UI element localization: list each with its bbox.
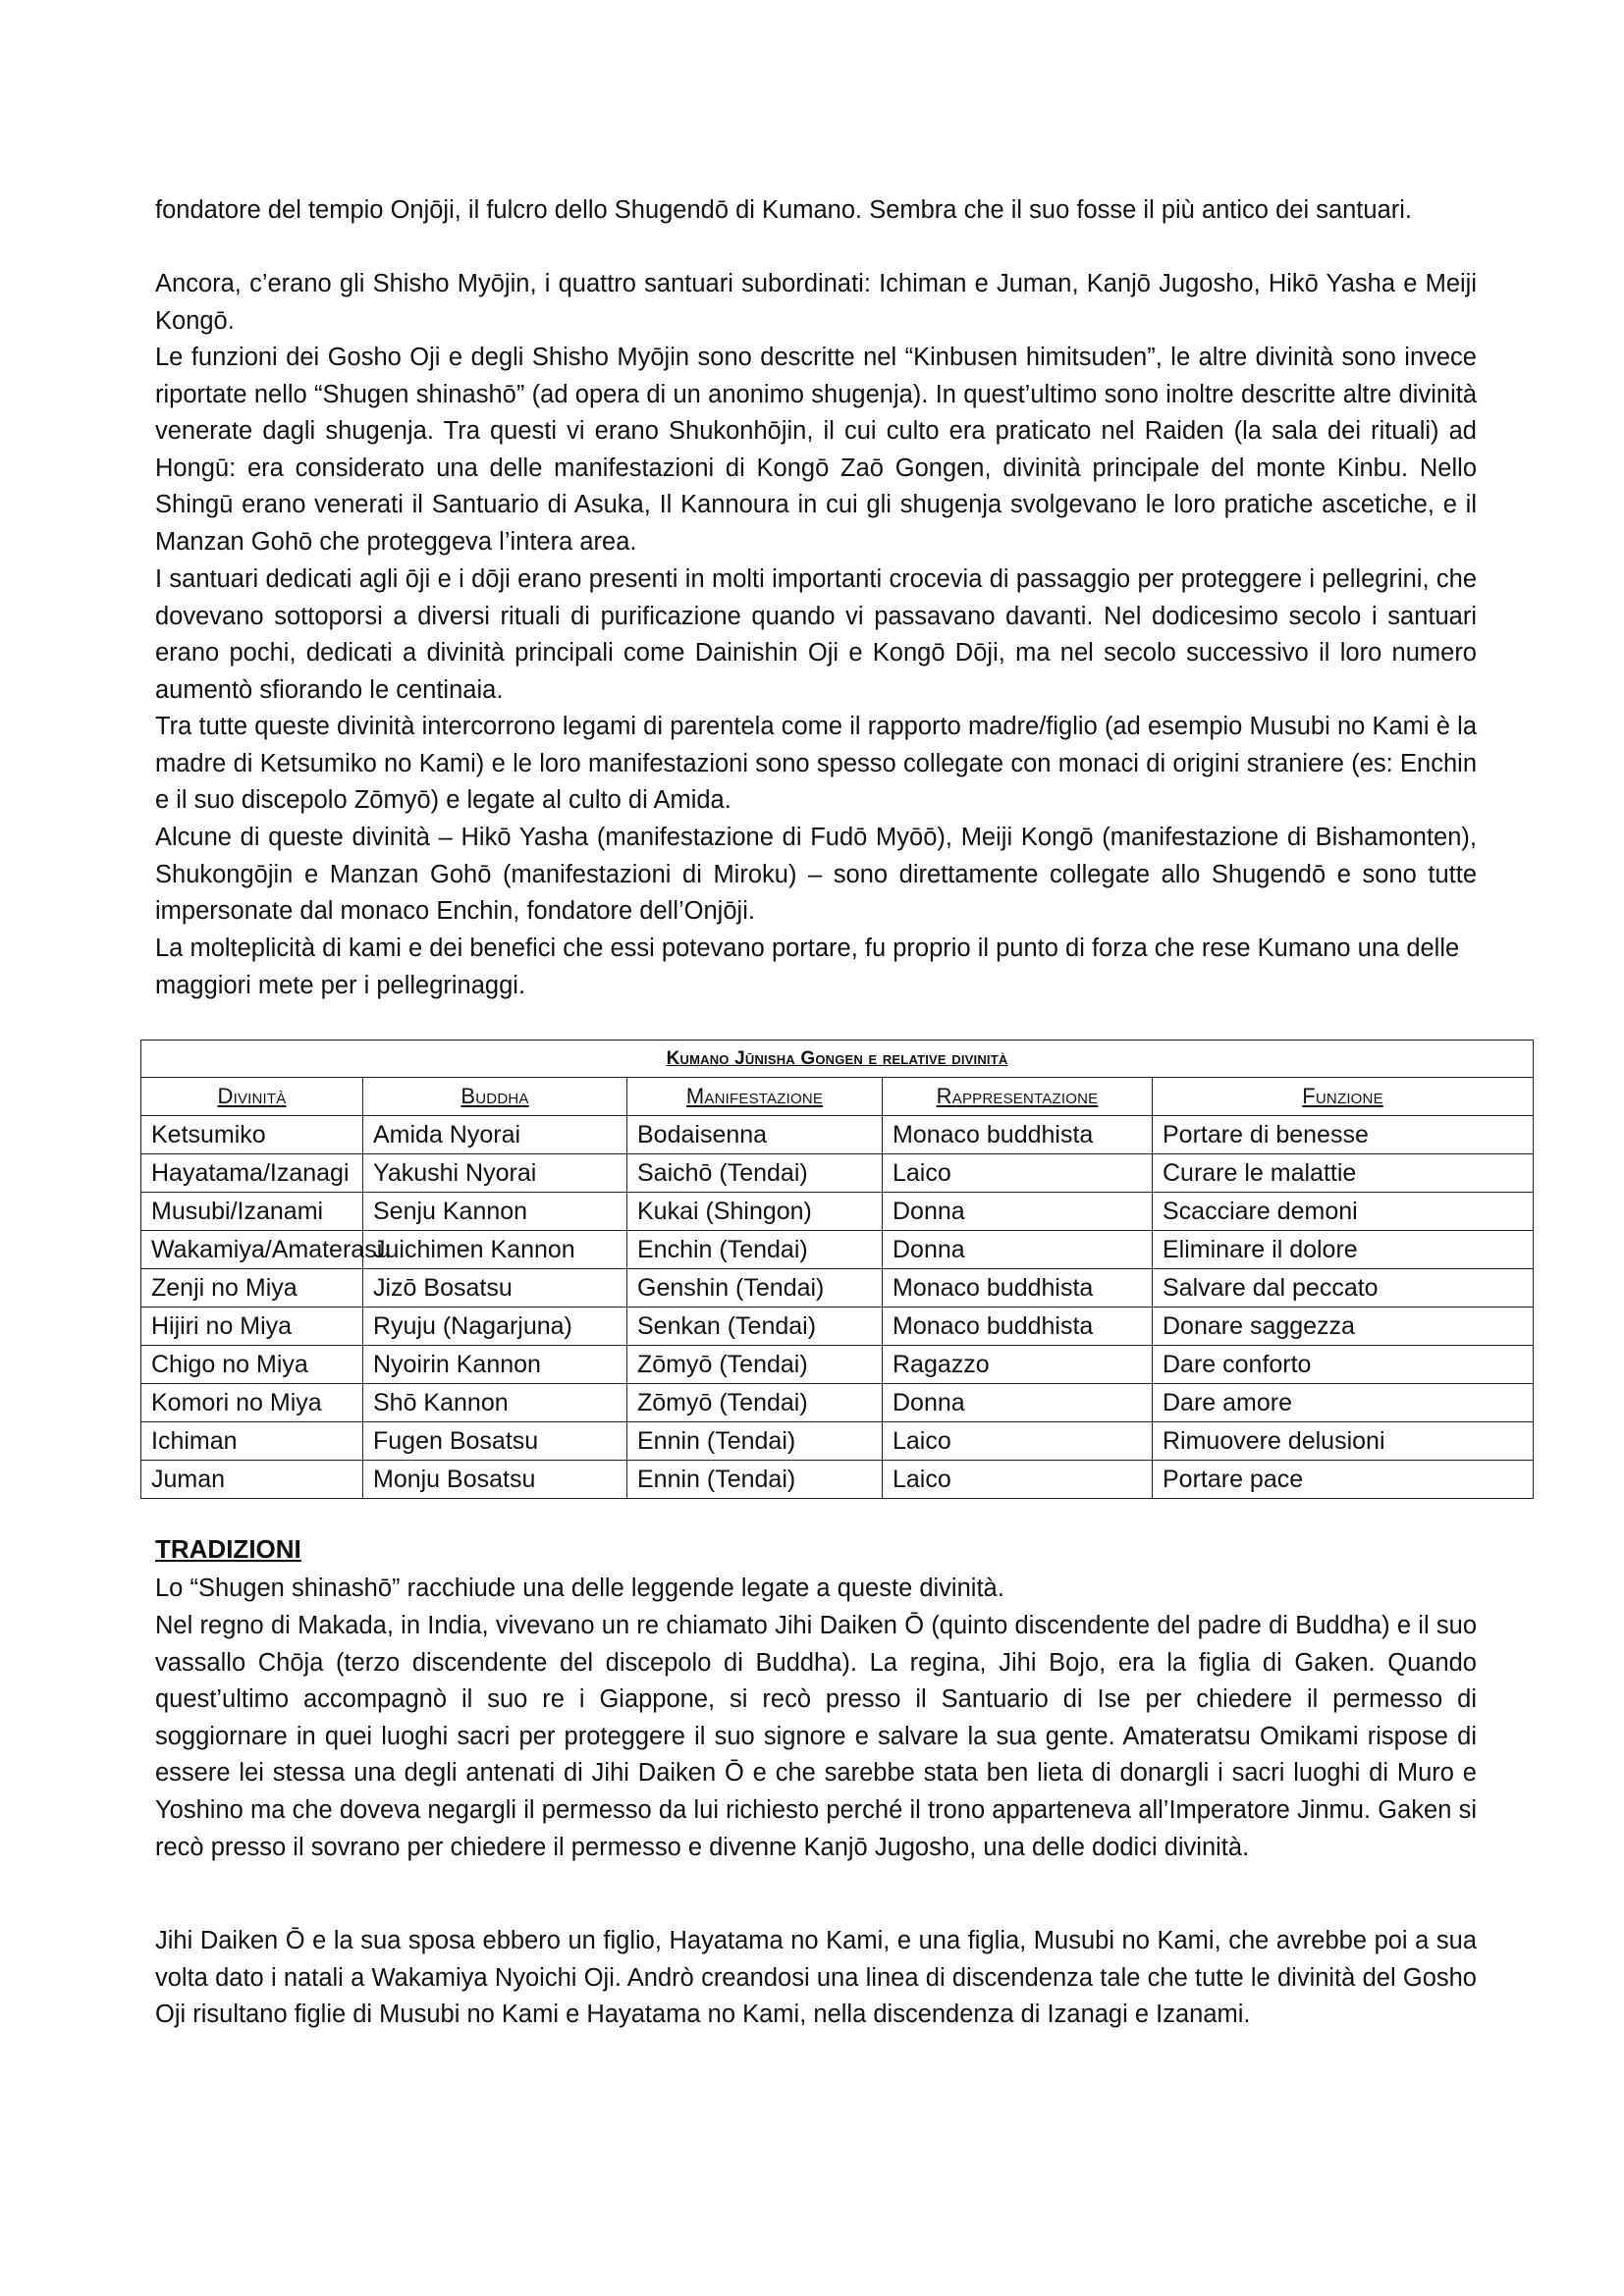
table-caption-row (141, 1041, 1534, 1078)
table-cell: Zenji no Miya (141, 1269, 363, 1308)
table-cell: Laico (883, 1422, 1153, 1461)
section-heading-tradizioni: TRADIZIONI (155, 1534, 301, 1564)
table-cell: Ryuju (Nagarjuna) (363, 1308, 627, 1346)
paragraph-legend-descendants: Jihi Daiken Ō e la sua sposa ebbero un figlio, Hayatama no Kami, e una figlia, Musubi no Kami, che avrebbe poi a sua volta dato i natali a Wakamiya Nyoichi Oji. Andrò creandosi una linea di discendenza tale che tutte le divinità del Gosho Oji risultano figlie di Musubi no Kami e Hayatama no Kami, nella discendenza di Izanagi e Izanami. (155, 1927, 1477, 2029)
table-cell: Yakushi Nyorai (363, 1154, 627, 1193)
table-cell: Hayatama/Izanagi (141, 1154, 363, 1193)
table-cell: Ennin (Tendai) (627, 1422, 883, 1461)
table-cell: Rimuovere delusioni (1153, 1422, 1534, 1461)
table-cell: Salvare dal peccato (1153, 1269, 1534, 1308)
paragraph-sources: Le funzioni dei Gosho Oji e degli Shisho Myōjin sono descritte nel “Kinbusen himitsuden”, le altre divinità sono invece riportate nello “Shugen shinashō” (ad opera di un anonimo shugenja). In quest’ultimo sono inoltre descritte altre divinità venerate dagli shugenja. Tra questi vi erano Shukonhōjin, il cui culto era praticato nel Raiden (la sala dei rituali) ad Hongū: era considerato una delle manifestazioni di Kongō Zaō Gongen, divinità principale del monte Kinbu. Nello Shingū erano venerati il Santuario di Asuka, Il Kannoura in cui gli shugenja svolgevano le loro pratiche ascetiche, e il Manzan Gohō che proteggeva l’intera area. (155, 344, 1477, 556)
table-cell: Wakamiya/Amaterasu (141, 1231, 363, 1269)
table-cell: Hijiri no Miya (141, 1308, 363, 1346)
table-cell: Ragazzo (883, 1346, 1153, 1384)
column-header-funzione: Funzione (1153, 1078, 1534, 1116)
table-cell: Amida Nyorai (363, 1116, 627, 1154)
table-cell: Monju Bosatsu (363, 1461, 627, 1499)
table-cell: Jizō Bosatsu (363, 1269, 627, 1308)
table-header-row (141, 1078, 1534, 1116)
table-cell: Zōmyō (Tendai) (627, 1346, 883, 1384)
column-header-rappresentazione: Rappresentazione (883, 1078, 1153, 1116)
table-cell: Fugen Bosatsu (363, 1422, 627, 1461)
table-cell: Dare conforto (1153, 1346, 1534, 1384)
table-row (141, 1346, 1534, 1384)
table-cell: Kukai (Shingon) (627, 1193, 883, 1231)
table-cell: Laico (883, 1461, 1153, 1499)
paragraph-kumano-pilgrimage: La molteplicità di kami e dei benefici che essi potevano portare, fu proprio il punto di forza che rese Kumano una delle maggiori mete per i pellegrinaggi. (155, 934, 1460, 999)
table-cell: Monaco buddhista (883, 1269, 1153, 1308)
table-cell: Ennin (Tendai) (627, 1461, 883, 1499)
table-cell: Dare amore (1153, 1384, 1534, 1422)
column-header-divinita: Divinità (141, 1078, 363, 1116)
paragraph-shisho-myojin: Ancora, c’erano gli Shisho Myōjin, i quattro santuari subordinati: Ichiman e Juman, Kanjō Jugosho, Hikō Yasha e Meiji Kongō. (155, 270, 1477, 335)
table-cell: Senkan (Tendai) (627, 1308, 883, 1346)
paragraph-legend-makada: Nel regno di Makada, in India, vivevano un re chiamato Jihi Daiken Ō (quinto discendente del padre di Buddha) e il suo vassallo Chōja (terzo discendente del discepolo di Buddha). La regina, Jihi Bojo, era la figlia di Gaken. Quando quest’ultimo accompagnò il suo re i Giappone, si recò presso il Santuario di Ise per chiedere il permesso di soggiornare in quei luoghi sacri per proteggere il suo signore e salvare la sua gente. Amateratsu Omikami rispose di essere lei stessa una degli antenati di Jihi Daiken Ō e che sarebbe stata ben lieta di donargli i sacri luoghi di Muro e Yoshino ma che doveva negargli il permesso da lui richiesto perché il trono apparteneva all’Imperatore Jinmu. Gaken si recò presso il sovrano per chiedere il permesso e divenne Kanjō Jugosho, una delle dodici divinità. (155, 1612, 1477, 1861)
table-caption: Kumano Jūnisha Gongen e relative divinità (141, 1041, 1534, 1078)
table-cell: Zōmyō (Tendai) (627, 1384, 883, 1422)
table-cell: Juichimen Kannon (363, 1231, 627, 1269)
table-cell: Enchin (Tendai) (627, 1231, 883, 1269)
table-cell: Donna (883, 1384, 1153, 1422)
table-cell: Laico (883, 1154, 1153, 1193)
table-row (141, 1154, 1534, 1193)
table-cell: Donna (883, 1193, 1153, 1231)
table-cell: Juman (141, 1461, 363, 1499)
table-row (141, 1193, 1534, 1231)
table-cell: Eliminare il dolore (1153, 1231, 1534, 1269)
table-cell: Donna (883, 1231, 1153, 1269)
deity-table (140, 1040, 1534, 1499)
table-cell: Portare di benesse (1153, 1116, 1534, 1154)
table-row (141, 1461, 1534, 1499)
table-cell: Ketsumiko (141, 1116, 363, 1154)
paragraph-legend-intro: Lo “Shugen shinashō” racchiude una delle leggende legate a queste divinità. (155, 1575, 1004, 1602)
paragraph-enchin: Alcune di queste divinità – Hikō Yasha (manifestazione di Fudō Myōō), Meiji Kongō (manifestazione di Bishamonten), Shukongōjin e Manzan Gohō (manifestazioni di Miroku) – sono direttamente collegate allo Shugendō e sono tutte impersonate dal monaco Enchin, fondatore dell’Onjōji. (155, 824, 1477, 926)
table-cell: Ichiman (141, 1422, 363, 1461)
table-cell: Nyoirin Kannon (363, 1346, 627, 1384)
column-header-buddha: Buddha (363, 1078, 627, 1116)
paragraph-onjoji: fondatore del tempio Onjōji, il fulcro dello Shugendō di Kumano. Sembra che il suo fosse il più antico dei santuari. (155, 196, 1412, 224)
table-cell: Chigo no Miya (141, 1346, 363, 1384)
table-cell: Bodaisenna (627, 1116, 883, 1154)
table-cell: Scacciare demoni (1153, 1193, 1534, 1231)
table-cell: Senju Kannon (363, 1193, 627, 1231)
table-cell: Komori no Miya (141, 1384, 363, 1422)
table-cell: Donare saggezza (1153, 1308, 1534, 1346)
table-row (141, 1116, 1534, 1154)
table-cell: Shō Kannon (363, 1384, 627, 1422)
table-cell: Musubi/Izanami (141, 1193, 363, 1231)
table-row (141, 1422, 1534, 1461)
paragraph-shrines: I santuari dedicati agli ōji e i dōji erano presenti in molti importanti crocevia di passaggio per proteggere i pellegrini, che dovevano sottoporsi a diversi rituali di purificazione quando vi passavano davanti. Nel dodicesimo secolo i santuari erano pochi, dedicati a divinità principali come Dainishin Oji e Kongō Dōji, ma nel secolo successivo il loro numero aumentò sfiorando le centinaia. (155, 565, 1477, 704)
table-cell: Genshin (Tendai) (627, 1269, 883, 1308)
table-cell: Curare le malattie (1153, 1154, 1534, 1193)
table-cell: Saichō (Tendai) (627, 1154, 883, 1193)
table-cell: Portare pace (1153, 1461, 1534, 1499)
table-row (141, 1231, 1534, 1269)
table-row (141, 1308, 1534, 1346)
table-cell: Monaco buddhista (883, 1116, 1153, 1154)
column-header-manifestazione: Manifestazione (627, 1078, 883, 1116)
paragraph-kinship: Tra tutte queste divinità intercorrono legami di parentela come il rapporto madre/figlio (ad esempio Musubi no Kami è la madre di Ketsumiko no Kami) e le loro manifestazioni sono spesso collegate con monaci di origini straniere (es: Enchin e il suo discepolo Zōmyō) e legate al culto di Amida. (155, 713, 1477, 815)
table-cell: Monaco buddhista (883, 1308, 1153, 1346)
table-row (141, 1384, 1534, 1422)
table-row (141, 1269, 1534, 1308)
